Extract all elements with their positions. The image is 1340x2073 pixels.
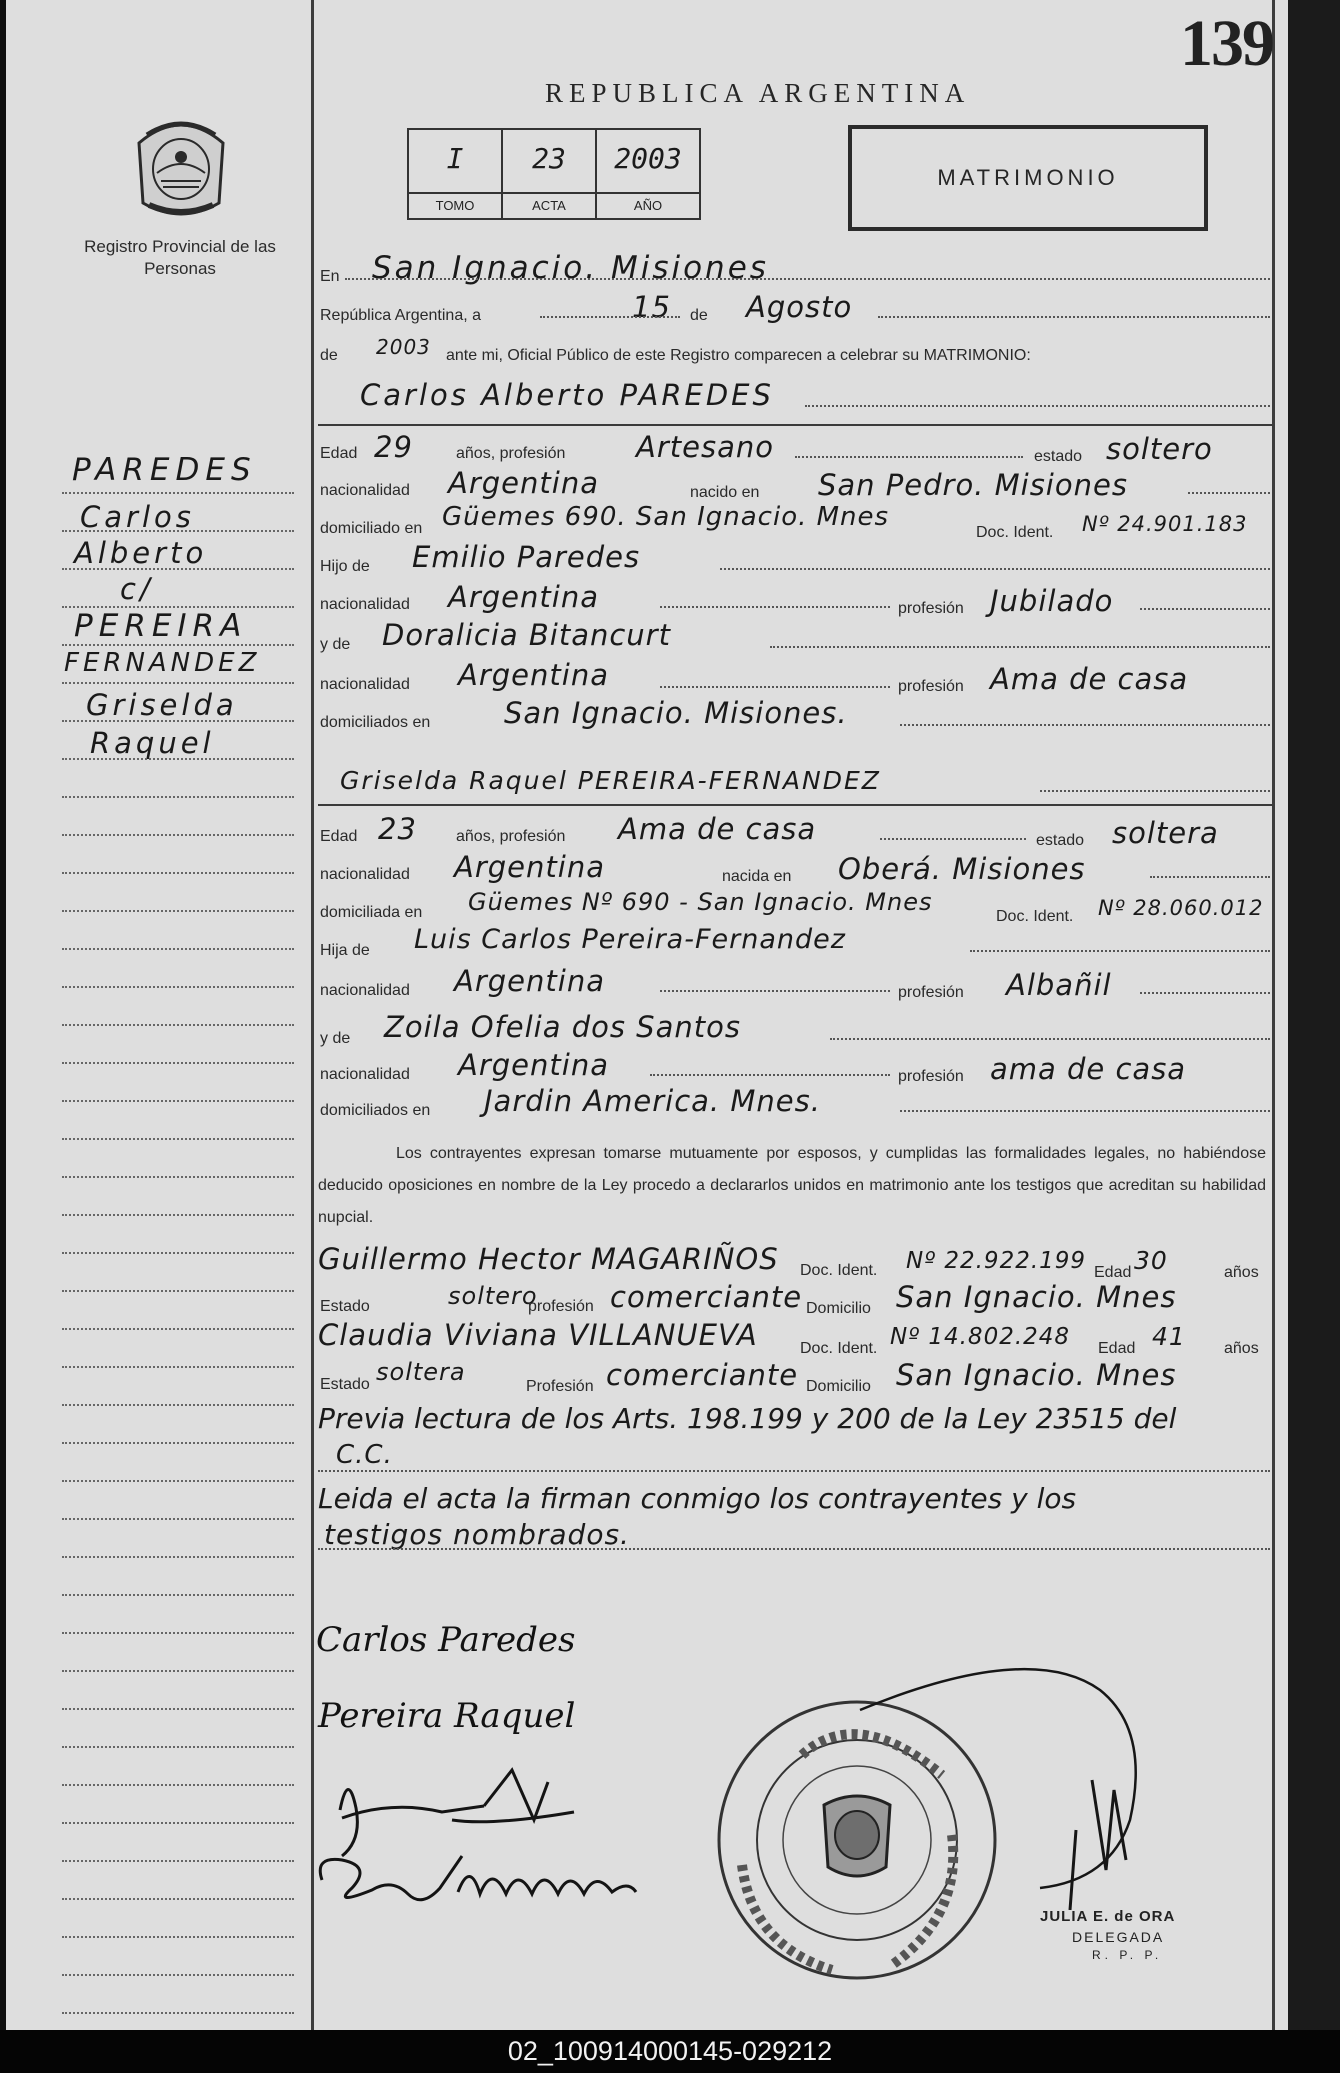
margin-line — [62, 682, 294, 684]
bride-doc-label: Doc. Ident. — [996, 908, 1074, 925]
margin-line — [62, 1100, 294, 1102]
witness-1-edad-label: Edad — [1094, 1264, 1132, 1281]
margin-line — [62, 530, 294, 532]
margin-line — [62, 1556, 294, 1558]
signature-bride: Pereira Raquel — [318, 1696, 576, 1736]
groom-father-nationality: Argentina — [448, 580, 599, 614]
groom-father-profession: Jubilado — [990, 584, 1114, 618]
scan-edge — [1288, 0, 1340, 2030]
groom-edad-label: Edad — [320, 445, 358, 462]
margin-line — [62, 1480, 294, 1482]
scan-footer: 02_100914000145-029212 — [0, 2030, 1340, 2073]
margin-note-0: PAREDES — [72, 452, 257, 488]
margin-line — [62, 986, 294, 988]
margin-line — [62, 1898, 294, 1900]
record-type: MATRIMONIO — [848, 125, 1208, 231]
official-role: DELEGADA — [1072, 1929, 1165, 1945]
comparecen-label: ante mi, Oficial Público de este Registro comparecen a celebrar su MATRIMONIO: — [446, 347, 1031, 364]
right-rule — [1272, 0, 1275, 2030]
witness-1-profession: comerciante — [610, 1280, 803, 1314]
bride-edad-label: Edad — [320, 828, 358, 845]
bride-full-name: Griselda Raquel PEREIRA-FERNANDEZ — [340, 766, 881, 795]
place-city: San Ignacio. Misiones — [372, 250, 769, 286]
bride-nacida-label: nacida en — [722, 868, 792, 885]
margin-line — [62, 1062, 294, 1064]
bride-profesion-label: años, profesión — [456, 828, 566, 845]
witness-2-age: 41 — [1152, 1322, 1186, 1351]
groom-mother-nat-label: nacionalidad — [320, 676, 410, 693]
ano-label: AÑO — [597, 192, 699, 218]
witness-1-estado-label: Estado — [320, 1298, 370, 1315]
groom-full-name: Carlos Alberto PAREDES — [360, 378, 774, 412]
witness-2-civil-status: soltera — [376, 1358, 466, 1386]
margin-rule — [311, 0, 314, 2030]
margin-note-7: Raquel — [90, 726, 215, 760]
bride-mother: Zoila Ofelia dos Santos — [384, 1010, 741, 1044]
margin-line — [62, 796, 294, 798]
bride-address: Güemes Nº 690 - San Ignacio. Mnes — [468, 888, 933, 916]
declaration-text: Los contrayentes expresan tomarse mutuamente por esposos, y cumplidas las formalidades legales, no habiéndose deducido oposiciones en nombre de la Ley procedo a declararlos unidos en matrimonio ante los testigos que acreditan su habilidad nupcial. — [318, 1145, 1266, 1226]
margin-line — [62, 1176, 294, 1178]
country-title: REPUBLICA ARGENTINA — [545, 78, 971, 108]
groom-parents-addr-label: domiciliados en — [320, 714, 431, 731]
margin-line — [62, 1214, 294, 1216]
margin-line — [62, 1594, 294, 1596]
witness-2-edad-label: Edad — [1098, 1340, 1136, 1357]
bride-doc-id: Nº 28.060.012 — [1098, 896, 1264, 920]
groom-nacido-label: nacido en — [690, 484, 760, 501]
margin-line — [62, 1290, 294, 1292]
margin-line — [62, 1442, 294, 1444]
groom-father-prof-label: profesión — [898, 600, 964, 617]
witness-1-age: 30 — [1134, 1246, 1168, 1275]
margin-line — [62, 1138, 294, 1140]
groom-profession: Artesano — [636, 430, 774, 464]
bride-profession: Ama de casa — [618, 812, 817, 846]
acta-label: ACTA — [503, 192, 595, 218]
tomo-label: TOMO — [409, 192, 501, 218]
margin-line — [62, 1252, 294, 1254]
witness-2-name: Claudia Viviana VILLANUEVA — [318, 1318, 758, 1352]
margin-note-3: c/ — [120, 572, 154, 606]
groom-estado-label: estado — [1034, 448, 1083, 465]
margin-line — [62, 1822, 294, 1824]
margin-line — [62, 1518, 294, 1520]
groom-nationality-label: nacionalidad — [320, 482, 410, 499]
margin-line — [62, 1404, 294, 1406]
groom-y-de-label: y de — [320, 636, 351, 653]
witness-1-anos-label: años — [1224, 1264, 1259, 1281]
margin-note-5: FERNANDEZ — [64, 648, 261, 678]
official-office: R. P. P. — [1092, 1948, 1163, 1962]
note-line-3: Leida el acta la firman conmigo los contrayentes y los — [318, 1482, 1077, 1515]
witness-1-name: Guillermo Hector MAGARIÑOS — [318, 1242, 779, 1276]
margin-note-6: Griselda — [86, 688, 238, 722]
bride-mother-prof-label: profesión — [898, 1068, 964, 1085]
margin-note-4: PEREIRA — [74, 608, 248, 644]
groom-address: Güemes 690. San Ignacio. Mnes — [442, 502, 890, 532]
margin-line — [62, 568, 294, 570]
tomo-cell — [409, 130, 503, 218]
groom-civil-status: soltero — [1106, 432, 1213, 466]
ano-cell — [597, 130, 699, 218]
groom-mother-prof-label: profesión — [898, 678, 964, 695]
bride-father-prof-label: profesión — [898, 984, 964, 1001]
bride-hija-label: Hija de — [320, 942, 370, 959]
margin-line — [62, 758, 294, 760]
bride-birthplace: Oberá. Misiones — [838, 852, 1086, 886]
republica-label: República Argentina, a — [320, 307, 481, 324]
ano-value: 2003 — [614, 142, 682, 175]
witness-2-profession: comerciante — [606, 1358, 799, 1392]
witness-2-domicilio-label: Domicilio — [806, 1378, 871, 1395]
groom-hijo-label: Hijo de — [320, 558, 370, 575]
groom-nationality: Argentina — [448, 466, 599, 500]
witness-1-address: San Ignacio. Mnes — [896, 1280, 1177, 1314]
groom-domicilio-label: domiciliado en — [320, 520, 423, 537]
margin-line — [62, 606, 294, 608]
margin-line — [62, 1784, 294, 1786]
groom-age: 29 — [374, 430, 413, 464]
bride-mother-nationality: Argentina — [458, 1048, 609, 1082]
record-id-box — [407, 128, 701, 220]
margin-line — [62, 644, 294, 646]
bride-mother-profession: ama de casa — [990, 1052, 1187, 1086]
day: 15 — [632, 290, 671, 324]
witness-2-prof-label: Profesión — [526, 1378, 594, 1395]
bride-parents-addr-label: domiciliados en — [320, 1102, 431, 1119]
bride-y-de-label: y de — [320, 1030, 351, 1047]
de-label-2: de — [320, 347, 338, 364]
margin-line — [62, 1024, 294, 1026]
official-signature — [830, 1620, 1160, 1910]
margin-line — [62, 1708, 294, 1710]
bride-father: Luis Carlos Pereira-Fernandez — [414, 924, 846, 955]
bride-father-nat-label: nacionalidad — [320, 982, 410, 999]
witness-1-doc-id: Nº 22.922.199 — [906, 1248, 1087, 1274]
note-line-2: C.C. — [336, 1440, 393, 1470]
year: 2003 — [376, 335, 431, 359]
official-name: JULIA E. de ORA — [1040, 1908, 1176, 1925]
margin-line — [62, 872, 294, 874]
witness-1-doc-label: Doc. Ident. — [800, 1262, 878, 1279]
witness-2-doc-id: Nº 14.802.248 — [890, 1324, 1071, 1350]
note-line-4: testigos nombrados. — [324, 1518, 630, 1551]
margin-line — [62, 1632, 294, 1634]
margin-line — [62, 834, 294, 836]
groom-mother-profession: Ama de casa — [990, 662, 1189, 696]
month: Agosto — [746, 290, 853, 324]
groom-mother-nationality: Argentina — [458, 658, 609, 692]
witness-2-doc-label: Doc. Ident. — [800, 1340, 878, 1357]
bride-civil-status: soltera — [1112, 816, 1219, 850]
en-label: En — [320, 268, 340, 285]
witness-1-civil-status: soltero — [448, 1282, 538, 1310]
margin-line — [62, 720, 294, 722]
margin-line — [62, 1670, 294, 1672]
margin-line — [62, 1936, 294, 1938]
bride-mother-nat-label: nacionalidad — [320, 1066, 410, 1083]
margin-line — [62, 1860, 294, 1862]
margin-line — [62, 1328, 294, 1330]
bride-father-nationality: Argentina — [454, 964, 605, 998]
provincial-seal-icon — [133, 115, 229, 223]
groom-doc-label: Doc. Ident. — [976, 524, 1054, 541]
page-number: 139 — [1180, 7, 1273, 80]
registry-name: Registro Provincial de las Personas — [84, 237, 276, 278]
bride-parents-address: Jardin America. Mnes. — [484, 1084, 821, 1118]
de-label: de — [690, 307, 708, 324]
groom-father: Emilio Paredes — [412, 540, 641, 574]
margin-line — [62, 1974, 294, 1976]
witness-2-estado-label: Estado — [320, 1376, 370, 1393]
note-line-1: Previa lectura de los Arts. 198.199 y 200 de la Ley 23515 del — [318, 1402, 1177, 1435]
margin-note-1: Carlos — [80, 500, 195, 534]
bride-domicilio-label: domiciliada en — [320, 904, 423, 921]
bride-estado-label: estado — [1036, 832, 1085, 849]
groom-father-nat-label: nacionalidad — [320, 596, 410, 613]
acta-value: 23 — [532, 142, 566, 175]
margin-line — [62, 948, 294, 950]
groom-profesion-label: años, profesión — [456, 445, 566, 462]
groom-mother: Doralicia Bitancurt — [382, 618, 671, 652]
margin-line — [62, 1746, 294, 1748]
witness-signatures — [312, 1760, 682, 1920]
groom-parents-address: San Ignacio. Misiones. — [504, 696, 848, 730]
bride-father-profession: Albañil — [1006, 968, 1112, 1002]
groom-birthplace: San Pedro. Misiones — [818, 468, 1128, 502]
groom-doc-id: Nº 24.901.183 — [1082, 512, 1248, 536]
acta-cell — [503, 130, 597, 218]
bride-age: 23 — [378, 812, 417, 846]
margin-note-2: Alberto — [74, 536, 208, 570]
margin-line — [62, 492, 294, 494]
bride-nationality: Argentina — [454, 850, 605, 884]
bride-nationality-label: nacionalidad — [320, 866, 410, 883]
tomo-value: I — [446, 142, 464, 175]
witness-2-address: San Ignacio. Mnes — [896, 1358, 1177, 1392]
signature-groom: Carlos Paredes — [316, 1620, 576, 1660]
witness-2-anos-label: años — [1224, 1340, 1259, 1357]
witness-1-prof-label: profesión — [528, 1298, 594, 1315]
witness-1-domicilio-label: Domicilio — [806, 1300, 871, 1317]
margin-line — [62, 2012, 294, 2014]
margin-line — [62, 910, 294, 912]
margin-line — [62, 1366, 294, 1368]
